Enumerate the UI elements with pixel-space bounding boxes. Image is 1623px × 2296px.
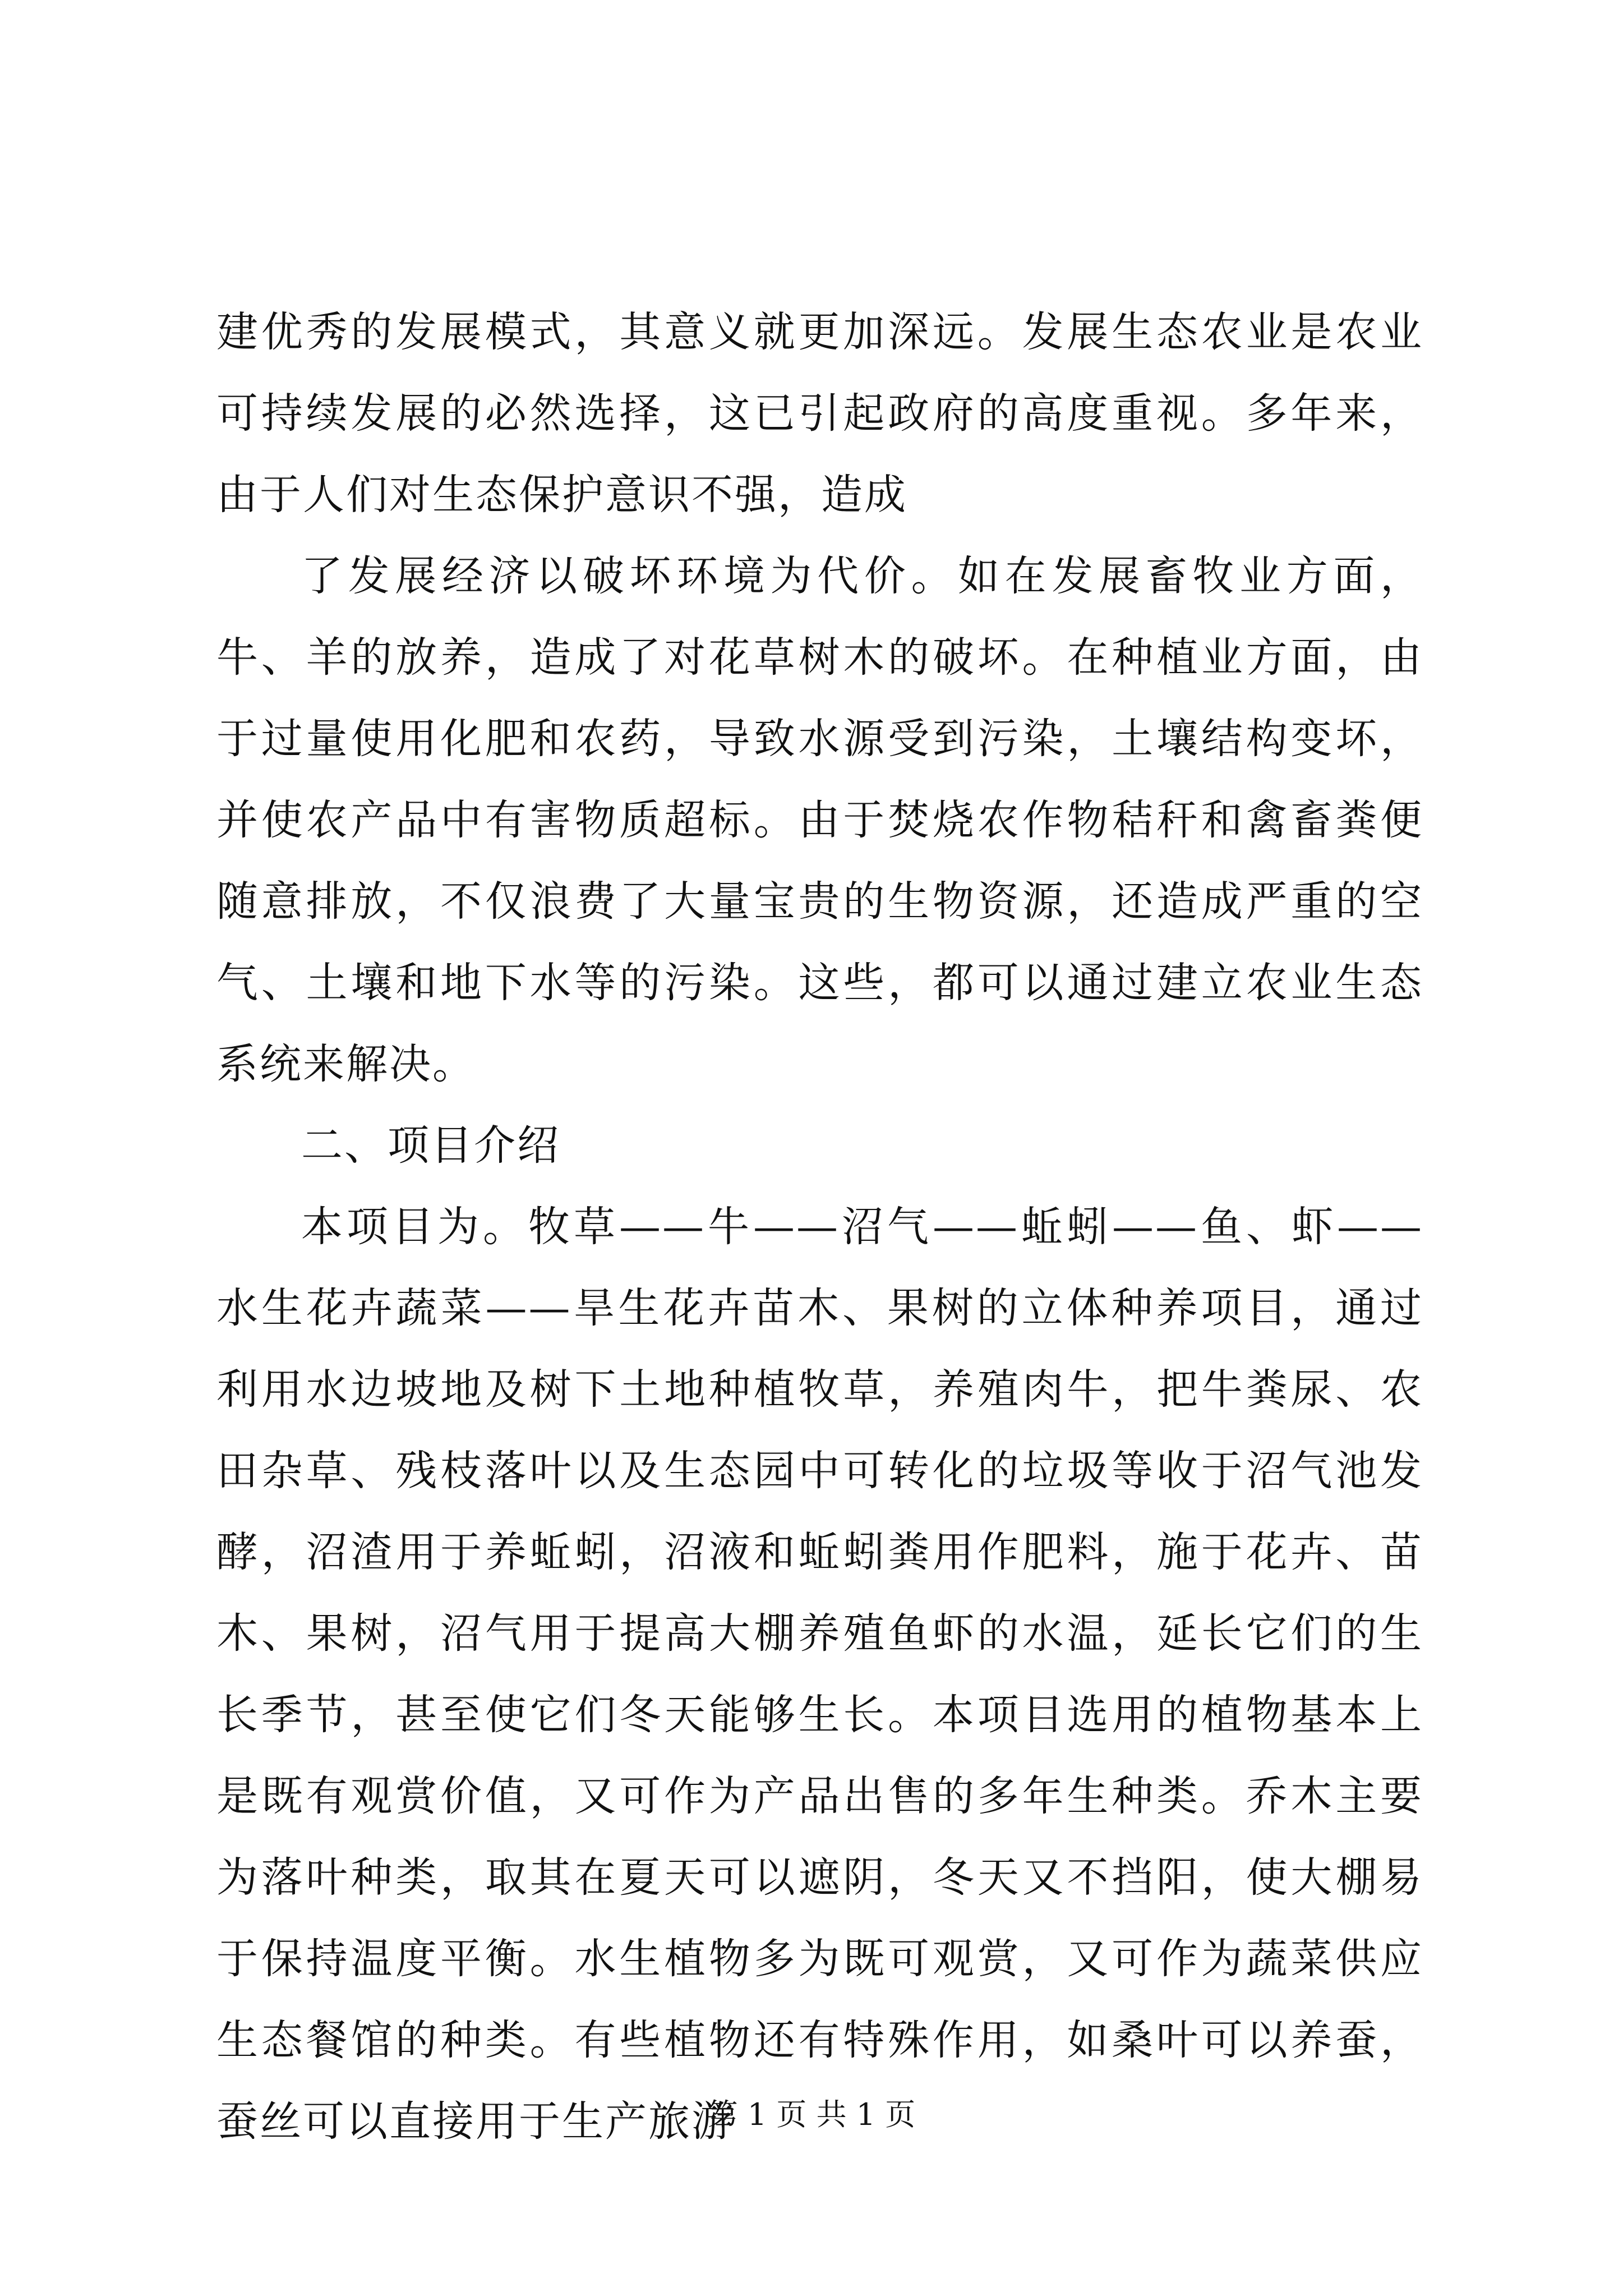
page-number-footer: 第 1 页 共 1 页 [707, 2097, 916, 2132]
document-body [216, 292, 1423, 2162]
section-heading: 二、项目介绍 [301, 1121, 560, 1170]
paragraph-continuation: 建优秀的发展模式，其意义就更加深远。发展生态农业是农业可持续发展的必然选择，这已引起政府的高度重视。多年来，由于人们对生态保护意识不强，造成 [216, 308, 1423, 519]
paragraph-environment: 了发展经济以破坏环境为代价。如在发展畜牧业方面，牛、羊的放养，造成了对花草树木的破坏。在种植业方面，由于过量使用化肥和农药，导致水源受到污染，土壤结构变坏，并使农产品中有害物质超标。由于焚烧农作物秸秆和禽畜粪便随意排放，不仅浪费了大量宝贵的生物资源，还造成严重的空气、土壤和地下水等的污染。这些，都可以通过建立农业生态系统来解决。 [216, 552, 1423, 1088]
paragraph-project: 本项目为。牧草——牛——沼气——蚯蚓——鱼、虾——水生花卉蔬菜——旱生花卉苗木、果树的立体种养项目，通过利用水边坡地及树下土地种植牧草，养殖肉牛，把牛粪尿、农田杂草、残枝落叶以及生态园中可转化的垃圾等收于沼气池发酵，沼渣用于养蚯蚓，沼液和蚯蚓粪用作肥料，施于花卉、苗木、果树，沼气用于提高大棚养殖鱼虾的水温，延长它们的生长季节，甚至使它们冬天能够生长。本项目选用的植物基本上是既有观赏价值，又可作为产品出售的多年生种类。乔木主要为落叶种类，取其在夏天可以遮阴，冬天又不挡阳，使大棚易于保持温度平衡。水生植物多为既可观赏，又可作为蔬菜供应生态餐馆的种类。有些植物还有特殊作用，如桑叶可以养蚕，蚕丝可以直接用于生产旅游 [216, 1203, 1423, 2146]
